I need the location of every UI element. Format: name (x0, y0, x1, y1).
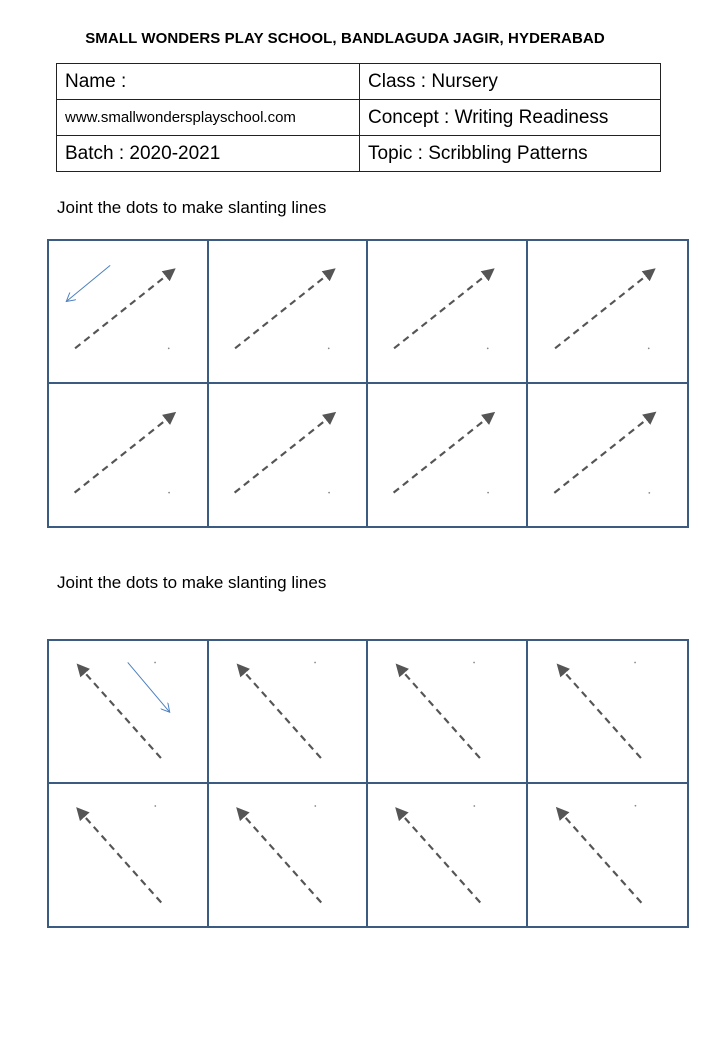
trace-cell-drawing (209, 241, 367, 382)
guide-dot (328, 491, 330, 493)
trace-cell[interactable] (528, 784, 688, 927)
trace-cell[interactable] (368, 384, 528, 527)
dashed-trace-line (75, 272, 171, 348)
trace-cell[interactable] (209, 384, 369, 527)
trace-cell[interactable] (528, 641, 688, 784)
info-row (57, 64, 661, 100)
dashed-trace-line (560, 811, 641, 902)
trace-cell-drawing (209, 641, 367, 782)
student-info-table (56, 63, 661, 172)
trace-cell[interactable] (209, 784, 369, 927)
dashed-trace-line (554, 415, 651, 492)
trace-cell[interactable] (49, 784, 209, 927)
dashed-trace-line (400, 811, 481, 902)
dashed-trace-line (75, 415, 171, 492)
guide-dot (473, 662, 475, 664)
trace-cell[interactable] (49, 641, 209, 784)
trace-cell[interactable] (209, 641, 369, 784)
dashed-trace-line (235, 272, 331, 348)
trace-cell-drawing (528, 241, 688, 382)
dashed-trace-line (240, 668, 320, 758)
guide-dot (168, 491, 170, 493)
guide-dot (473, 805, 475, 807)
guide-dot (327, 347, 329, 349)
trace-cell-drawing (49, 241, 207, 382)
trace-cell[interactable] (49, 384, 209, 527)
section-2-trace-grid (47, 639, 689, 928)
trace-cell[interactable] (368, 784, 528, 927)
example-arrow-icon (66, 265, 110, 301)
guide-dot (154, 805, 156, 807)
guide-dot (154, 662, 156, 664)
example-arrow-icon (128, 662, 170, 712)
section-2-instruction: Joint the dots to make slanting lines (57, 573, 327, 592)
trace-cell[interactable] (528, 384, 688, 527)
trace-cell[interactable] (528, 241, 688, 384)
guide-dot (314, 805, 316, 807)
trace-cell-drawing (368, 641, 526, 782)
dashed-trace-line (394, 415, 490, 492)
trace-cell-drawing (528, 384, 688, 527)
trace-cell-drawing (209, 784, 367, 927)
trace-cell[interactable] (209, 241, 369, 384)
guide-dot (487, 347, 489, 349)
guide-dot (634, 662, 636, 664)
trace-cell-drawing (528, 784, 688, 927)
trace-cell[interactable] (368, 241, 528, 384)
trace-cell-drawing (49, 384, 207, 527)
section-1-trace-grid (47, 239, 689, 528)
guide-dot (487, 491, 489, 493)
guide-dot (314, 662, 316, 664)
dashed-trace-line (555, 272, 651, 348)
dashed-trace-line (81, 668, 161, 758)
guide-dot (648, 491, 650, 493)
info-row (57, 100, 661, 136)
trace-cell-drawing (49, 784, 207, 927)
concept-field: Concept : Writing Readiness (360, 100, 661, 136)
info-row (57, 136, 661, 172)
guide-dot (634, 804, 636, 806)
dashed-trace-line (240, 811, 321, 902)
dashed-trace-line (400, 668, 480, 758)
guide-dot (647, 347, 649, 349)
trace-cell-drawing (368, 384, 526, 527)
trace-cell[interactable] (49, 241, 209, 384)
class-field: Class : Nursery (360, 64, 661, 100)
website-link[interactable]: www.smallwondersplayschool.com (57, 100, 360, 136)
dashed-trace-line (81, 811, 162, 902)
trace-cell-drawing (49, 641, 207, 782)
name-field[interactable]: Name : (57, 64, 360, 100)
section-1-instruction: Joint the dots to make slanting lines (57, 198, 327, 217)
trace-cell-drawing (368, 784, 526, 927)
trace-cell-drawing (368, 241, 526, 382)
dashed-trace-line (394, 272, 490, 348)
guide-dot (168, 347, 170, 349)
dashed-trace-line (234, 415, 330, 492)
school-title: SMALL WONDERS PLAY SCHOOL, BANDLAGUDA JAGIR, HYDERABAD (85, 30, 605, 47)
topic-field: Topic : Scribbling Patterns (360, 136, 661, 172)
trace-cell-drawing (528, 641, 688, 782)
batch-field: Batch : 2020-2021 (57, 136, 360, 172)
trace-cell[interactable] (368, 641, 528, 784)
trace-cell-drawing (209, 384, 367, 527)
dashed-trace-line (560, 668, 640, 758)
